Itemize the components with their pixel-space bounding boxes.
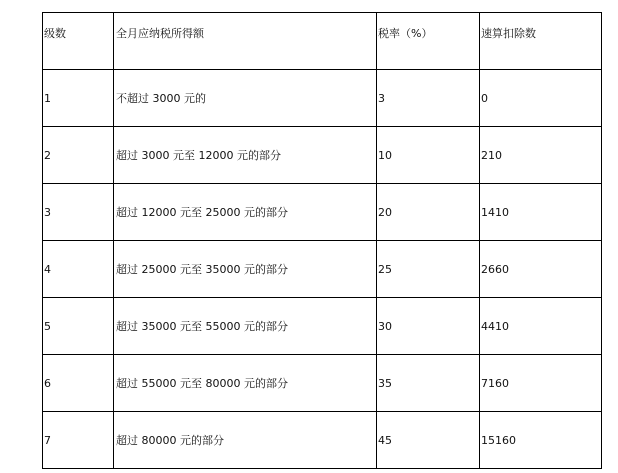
cell-level: 3 bbox=[43, 184, 114, 241]
header-level: 级数 bbox=[43, 13, 114, 70]
cell-income: 超过 35000 元至 55000 元的部分 bbox=[114, 298, 377, 355]
table-row bbox=[43, 298, 602, 355]
cell-level: 6 bbox=[43, 355, 114, 412]
cell-deduction: 0 bbox=[480, 70, 602, 127]
cell-income: 超过 80000 元的部分 bbox=[114, 412, 377, 469]
cell-level: 2 bbox=[43, 127, 114, 184]
table-row bbox=[43, 184, 602, 241]
cell-deduction: 1410 bbox=[480, 184, 602, 241]
header-rate: 税率（%） bbox=[377, 13, 480, 70]
cell-rate: 35 bbox=[377, 355, 480, 412]
header-income: 全月应纳税所得额 bbox=[114, 13, 377, 70]
cell-level: 7 bbox=[43, 412, 114, 469]
cell-rate: 30 bbox=[377, 298, 480, 355]
cell-deduction: 2660 bbox=[480, 241, 602, 298]
cell-level: 4 bbox=[43, 241, 114, 298]
cell-income: 超过 12000 元至 25000 元的部分 bbox=[114, 184, 377, 241]
header-deduction: 速算扣除数 bbox=[480, 13, 602, 70]
cell-rate: 45 bbox=[377, 412, 480, 469]
cell-deduction: 4410 bbox=[480, 298, 602, 355]
cell-rate: 25 bbox=[377, 241, 480, 298]
table-row bbox=[43, 70, 602, 127]
tax-rate-table bbox=[42, 12, 602, 469]
cell-rate: 3 bbox=[377, 70, 480, 127]
cell-deduction: 15160 bbox=[480, 412, 602, 469]
table-row bbox=[43, 412, 602, 469]
cell-income: 超过 55000 元至 80000 元的部分 bbox=[114, 355, 377, 412]
cell-income: 超过 25000 元至 35000 元的部分 bbox=[114, 241, 377, 298]
cell-level: 1 bbox=[43, 70, 114, 127]
table-row bbox=[43, 241, 602, 298]
table-row bbox=[43, 355, 602, 412]
cell-income: 超过 3000 元至 12000 元的部分 bbox=[114, 127, 377, 184]
cell-rate: 10 bbox=[377, 127, 480, 184]
cell-income: 不超过 3000 元的 bbox=[114, 70, 377, 127]
table-row bbox=[43, 127, 602, 184]
cell-rate: 20 bbox=[377, 184, 480, 241]
table-header-row bbox=[43, 13, 602, 70]
cell-level: 5 bbox=[43, 298, 114, 355]
cell-deduction: 7160 bbox=[480, 355, 602, 412]
cell-deduction: 210 bbox=[480, 127, 602, 184]
